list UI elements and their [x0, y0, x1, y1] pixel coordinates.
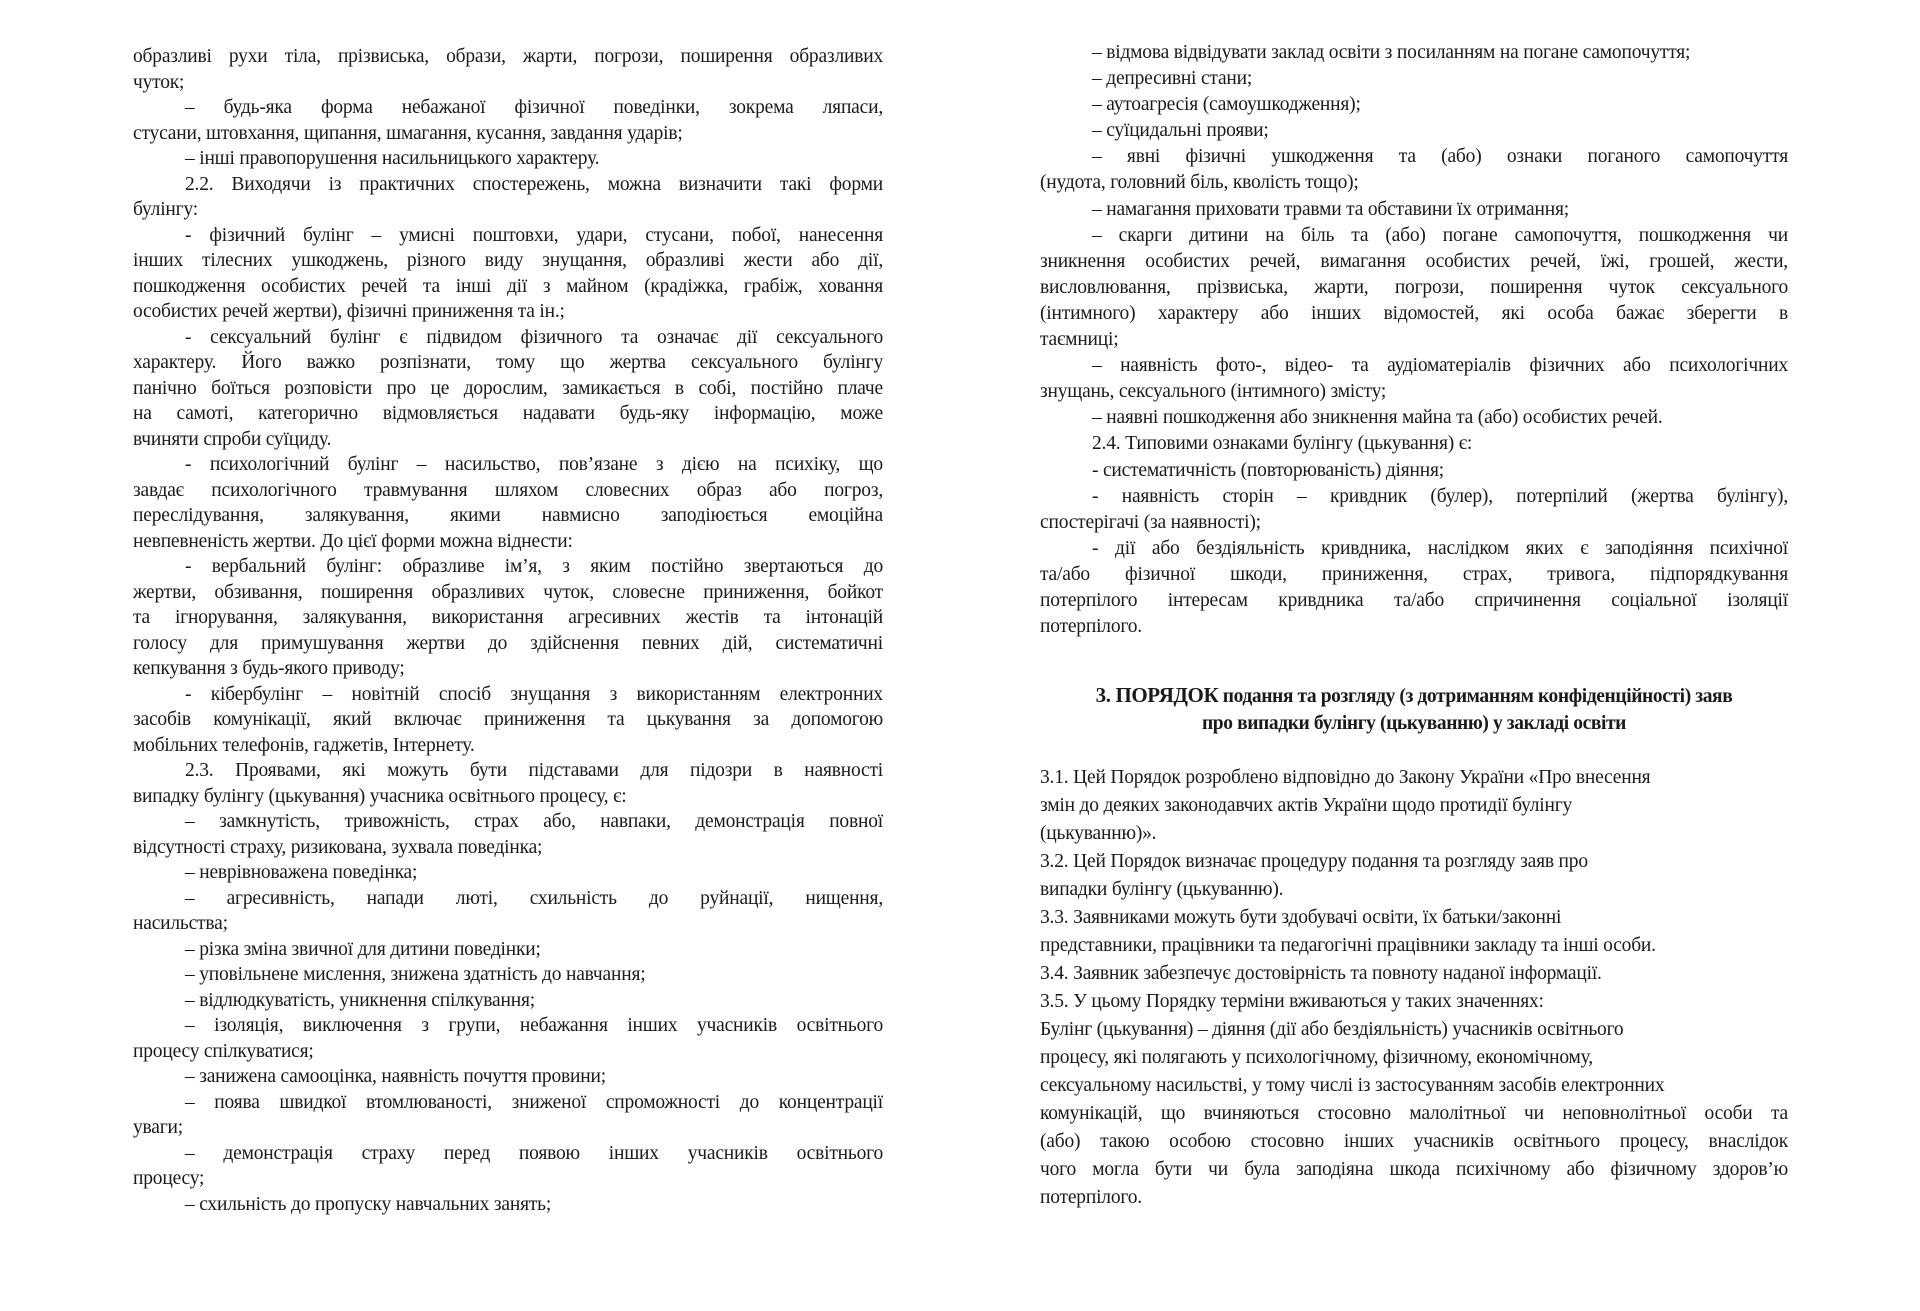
text-line: - фізичний булінг – умисні поштовхи, удари, стусани, побої, нанесення	[185, 224, 883, 246]
text-line: жертви, обзивання, поширення образливих чуток, словесне приниження, бойкот	[133, 581, 883, 603]
left-page-body	[133, 44, 883, 1217]
text-line: – занижена самооцінка, наявність почуття провини;	[185, 1066, 606, 1087]
text-line: переслідування, залякування, якими навмисно заподіюється емоційна	[133, 505, 883, 526]
text-line: – наявність фото-, відео- та аудіоматеріалів фізичних або психологічних	[1092, 355, 1788, 377]
text-line: - вербальний булінг: образливе ім’я, з яким постійно звертаються до	[185, 556, 883, 577]
text-line: (інтимного) характеру або інших відомостей, які особа бажає зберегти в	[1040, 302, 1788, 324]
text-line: таємниці;	[1040, 329, 1119, 351]
text-line: процесу;	[133, 1168, 205, 1189]
text-line: (цькуванню)».	[1040, 823, 1157, 844]
text-line: чуток;	[133, 71, 185, 93]
text-line: – ізоляція, виключення з групи, небажання інших учасників освітнього	[185, 1015, 883, 1036]
text-line: – будь-яка форма небажаної фізичної поведінки, зокрема ляпаси,	[185, 97, 883, 118]
heading-line-1	[1040, 682, 1788, 710]
text-line: потерпілого інтересам кривдника та/або спричинення соціальної ізоляції	[1040, 589, 1788, 611]
text-line: 3.5. У цьому Порядку терміни вживаються у таких значеннях:	[1040, 991, 1544, 1012]
section-3-body	[1040, 764, 1788, 1212]
text-line: чого могла бути чи була заподіяна шкода психічному або фізичному здоров’ю	[1040, 1159, 1788, 1180]
text-line: комунікацій, що вчиняються стосовно малолітньої чи неповнолітньої особи та	[1040, 1103, 1788, 1124]
text-line: – неврівноважена поведінка;	[185, 862, 418, 883]
text-line: - кібербулінг – новітній спосіб знущання з використанням електронних	[185, 683, 883, 705]
text-line: – агресивність, напади люті, схильність до руйнації, нищення,	[185, 887, 883, 909]
text-line: змін до деяких законодавчих актів України щодо протидії булінгу	[1040, 795, 1573, 816]
heading-line-2: про випадки булінгу (цькуванню) у закладі освіти	[1201, 713, 1627, 734]
text-line: - наявність сторін – кривдник (булер), потерпілий (жертва булінгу),	[1092, 485, 1788, 507]
text-line: зникнення особистих речей, вимагання особистих речей, їжі, грошей, жести,	[1040, 250, 1788, 272]
text-line: образливі рухи тіла, прізвиська, образи, жарти, погрози, поширення образливих	[133, 46, 883, 67]
text-line: насильства;	[133, 913, 228, 934]
text-line: інших тілесних ушкоджень, різного виду знущання, образливі жести або дії,	[133, 250, 883, 271]
section-3-heading	[1040, 682, 1788, 737]
text-line: голосу для примушування жертви до здійснення певних дій, систематичні	[133, 632, 883, 654]
text-line: на самоті, категорично відмовляється надавати будь-яку інформацію, може	[133, 403, 883, 424]
text-line: висловлювання, прізвиська, жарти, погрози, поширення чуток сексуального	[1040, 276, 1788, 298]
text-line: (або) такою особою стосовно інших учасників освітнього процесу, внаслідок	[1040, 1131, 1788, 1152]
text-line: – уповільнене мислення, знижена здатність до навчання;	[185, 964, 646, 985]
text-line: сексуальному насильстві, у тому числі із застосуванням засобів електронних	[1040, 1075, 1665, 1096]
text-line: пошкодження особистих речей та інші дії з майном (крадіжка, грабіж, ховання	[133, 275, 883, 297]
heading-number: 3. ПОРЯДОК	[1095, 683, 1219, 707]
text-line: – відлюдкуватість, уникнення спілкування;	[185, 989, 535, 1011]
text-line: – замкнутість, тривожність, страх або, навпаки, демонстрація повної	[185, 811, 883, 832]
text-line: стусани, штовхання, щипання, шмагання, кусання, завдання ударів;	[133, 122, 683, 144]
text-line: – депресивні стани;	[1092, 68, 1253, 90]
text-line: 3.4. Заявник забезпечує достовірність та повноту наданої інформації.	[1040, 963, 1602, 984]
text-line: – суїцидальні прояви;	[1092, 120, 1269, 142]
text-line: 3.2. Цей Порядок визначає процедуру подання та розгляду заяв про	[1040, 851, 1588, 872]
text-line: - сексуальний булінг є підвидом фізичного та означає дії сексуального	[185, 326, 883, 348]
text-line: 3.1. Цей Порядок розроблено відповідно до Закону України «Про внесення	[1040, 767, 1651, 788]
text-line: спостерігачі (за наявності);	[1040, 511, 1261, 533]
text-line: вчиняти спроби суїциду.	[133, 428, 332, 450]
text-line: 2.4. Типовими ознаками булінгу (цькування) є:	[1092, 433, 1473, 455]
text-line: Булінг (цькування) – діяння (дії або бездіяльність) учасників освітнього	[1040, 1019, 1624, 1040]
text-line: – інші правопорушення насильницького характеру.	[185, 148, 600, 169]
heading-line-1-text: подання та розгляду (з дотриманням конфіденційності) заяв	[1218, 686, 1733, 707]
text-line: – намагання приховати травми та обставини їх отримання;	[1092, 198, 1569, 220]
text-line: панічно боїться розповісти про це дорослим, замикається в собі, постійно плаче	[133, 377, 883, 399]
text-line: – явні фізичні ушкодження та (або) ознаки поганого самопочуття	[1092, 146, 1788, 168]
text-line: - систематичність (повторюваність) діяння;	[1092, 459, 1445, 481]
text-line: випадки булінгу (цькуванню).	[1040, 879, 1284, 900]
text-line: знущань, сексуального (інтимного) змісту;	[1040, 381, 1387, 403]
text-line: випадку булінгу (цькування) учасника освітнього процесу, є:	[133, 785, 627, 807]
text-line: 2.3. Проявами, які можуть бути підставами для підозри в наявності	[185, 760, 883, 781]
text-line: мобільних телефонів, гаджетів, Інтернету.	[133, 734, 475, 756]
text-line: процесу спілкуватися;	[133, 1040, 314, 1062]
text-line: - дії або бездіяльність кривдника, наслідком яких є заподіяння психічної	[1092, 537, 1788, 559]
text-line: – схильність до пропуску навчальних занять;	[185, 1193, 552, 1215]
text-line: представники, працівники та педагогічні працівники закладу та інші особи.	[1040, 935, 1656, 956]
text-line: засобів комунікації, який включає приниження та цькування за допомогою	[133, 709, 883, 730]
text-line: – аутоагресія (самоушкодження);	[1092, 94, 1361, 116]
text-line: процесу, які полягають у психологічному, фізичному, економічному,	[1040, 1047, 1593, 1068]
text-line: та/або фізичної шкоди, приниження, страх, тривога, підпорядкування	[1040, 563, 1788, 585]
text-line: завдає психологічного травмування шляхом словесних образ або погроз,	[133, 479, 883, 501]
text-line: - психологічний булінг – насильство, пов’язане з дією на психіку, що	[185, 454, 883, 475]
text-line: відсутності страху, ризикована, зухвала поведінка;	[133, 836, 543, 858]
text-line: – наявні пошкодження або зникнення майна та (або) особистих речей.	[1092, 407, 1663, 429]
right-page-body	[1040, 40, 1788, 640]
text-line: невпевненість жертви. До цієї форми можна віднести:	[133, 530, 573, 552]
text-line: потерпілого.	[1040, 1187, 1142, 1208]
text-line: – відмова відвідувати заклад освіти з посиланням на погане самопочуття;	[1092, 42, 1691, 63]
text-line: 3.3. Заявниками можуть бути здобувачі освіти, їх батьки/законні	[1040, 907, 1562, 928]
text-line: уваги;	[133, 1117, 184, 1138]
text-line: кепкування з будь-якого приводу;	[133, 658, 405, 679]
text-line: – скарги дитини на біль та (або) погане самопочуття, пошкодження чи	[1092, 224, 1788, 246]
text-line: характеру. Його важко розпізнати, тому що жертва сексуального булінгу	[133, 352, 883, 373]
text-line: потерпілого.	[1040, 616, 1142, 638]
text-line: 2.2. Виходячи із практичних спостережень, можна визначити такі форми	[185, 173, 883, 195]
text-line: (нудота, головний біль, кволість тощо);	[1040, 172, 1359, 194]
text-line: булінгу:	[133, 199, 198, 220]
text-line: – демонстрація страху перед появою інших учасників освітнього	[185, 1142, 883, 1164]
text-line: особистих речей жертви), фізичні приниження та ін.;	[133, 301, 565, 322]
text-line: та ігнорування, залякування, використання агресивних жестів та інтонацій	[133, 607, 883, 628]
text-line: – поява швидкої втомлюваності, зниженої спроможності до концентрації	[185, 1091, 883, 1113]
text-line: – різка зміна звичної для дитини поведінки;	[185, 938, 541, 960]
